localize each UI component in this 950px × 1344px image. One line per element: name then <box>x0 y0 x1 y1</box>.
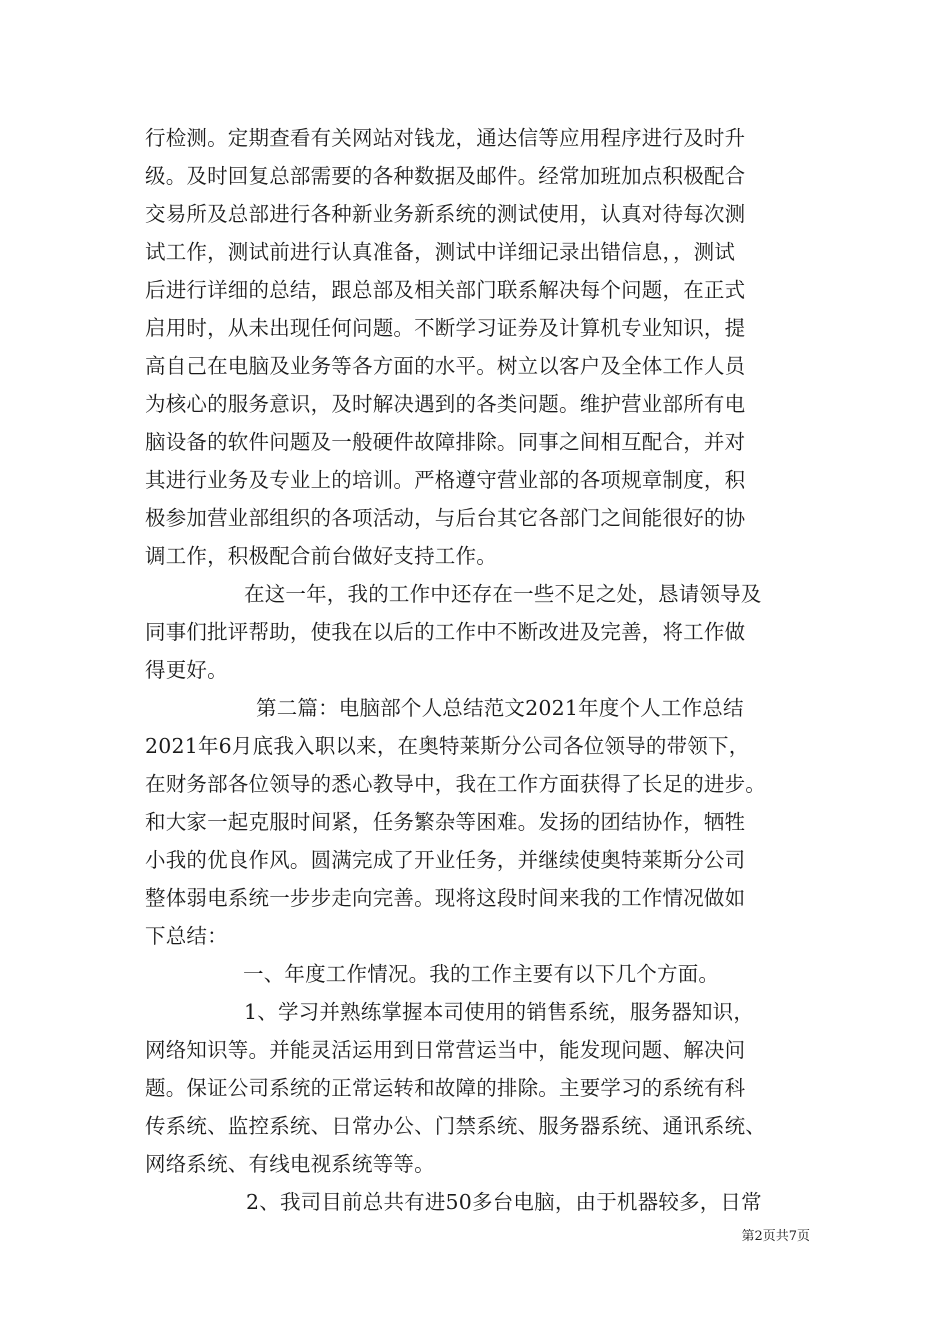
body-line: 网络知识等。并能灵活运用到日常营运当中，能发现问题、解决问 <box>145 1038 746 1062</box>
body-line: 交易所及总部进行各种新业务新系统的测试使用，认真对待每次测 <box>145 202 746 226</box>
body-line: 整体弱电系统一步步走向完善。现将这段时间来我的工作情况做如 <box>145 886 746 910</box>
body-line: 其进行业务及专业上的培训。严格遵守营业部的各项规章制度，积 <box>145 468 746 492</box>
section-heading: 第二篇：电脑部个人总结范文2021年度个人工作总结 <box>256 696 744 720</box>
body-line: 2021年6月底我入职以来，在奥特莱斯分公司各位领导的带领下， <box>145 734 750 758</box>
body-line: 极参加营业部组织的各项活动，与后台其它各部门之间能很好的协 <box>145 506 746 530</box>
body-line: 行检测。定期查看有关网站对钱龙，通达信等应用程序进行及时升 <box>145 126 746 150</box>
body-line: 得更好。 <box>145 658 228 682</box>
body-line: 下总结： <box>145 924 228 948</box>
body-line: 高自己在电脑及业务等各方面的水平。树立以客户及全体工作人员 <box>145 354 746 378</box>
body-line: 2、我司目前总共有进50多台电脑，由于机器较多，日常 <box>246 1190 762 1214</box>
body-line: 1、学习并熟练掌握本司使用的销售系统，服务器知识， <box>244 1000 755 1024</box>
body-line: 传系统、监控系统、日常办公、门禁系统、服务器系统、通讯系统、 <box>145 1114 766 1138</box>
body-line: 为核心的服务意识，及时解决遇到的各类问题。维护营业部所有电 <box>145 392 746 416</box>
body-line: 和大家一起克服时间紧，任务繁杂等困难。发扬的团结协作，牺牲 <box>145 810 746 834</box>
body-line: 启用时，从未出现任何问题。不断学习证券及计算机专业知识，提 <box>145 316 746 340</box>
body-line: 试工作，测试前进行认真准备，测试中详细记录出错信息，，测试 <box>145 240 736 264</box>
page-number: 第2页共7页 <box>741 1229 810 1244</box>
body-line: 题。保证公司系统的正常运转和故障的排除。主要学习的系统有科 <box>145 1076 746 1100</box>
body-line: 级。及时回复总部需要的各种数据及邮件。经常加班加点积极配合 <box>145 164 746 188</box>
body-line: 在财务部各位领导的悉心教导中，我在工作方面获得了长足的进步。 <box>145 772 766 796</box>
body-line: 在这一年，我的工作中还存在一些不足之处，恳请领导及 <box>244 582 762 606</box>
body-line: 网络系统、有线电视系统等等。 <box>145 1152 435 1176</box>
body-line: 脑设备的软件问题及一般硬件故障排除。同事之间相互配合，并对 <box>145 430 746 454</box>
body-line: 调工作，积极配合前台做好支持工作。 <box>145 544 497 568</box>
body-line: 小我的优良作风。圆满完成了开业任务，并继续使奥特莱斯分公司 <box>145 848 746 872</box>
body-line: 后进行详细的总结，跟总部及相关部门联系解决每个问题，在正式 <box>145 278 746 302</box>
body-line: 一、年度工作情况。我的工作主要有以下几个方面。 <box>243 962 720 986</box>
body-line: 同事们批评帮助，使我在以后的工作中不断改进及完善，将工作做 <box>145 620 746 644</box>
